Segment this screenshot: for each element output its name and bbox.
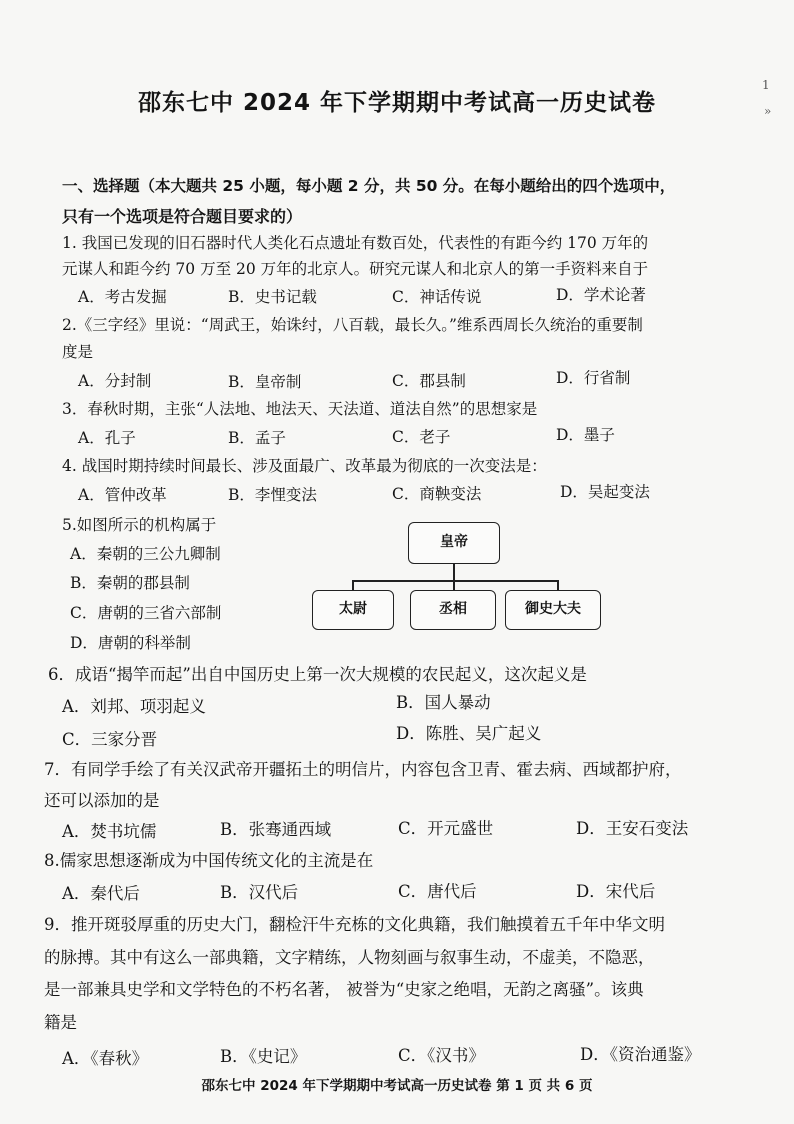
q1-option-b: B．史书记载 — [228, 288, 317, 306]
q2-option-b: B．皇帝制 — [228, 373, 302, 391]
q6-option-c: C．三家分晋 — [62, 730, 158, 749]
connector-vertical-top — [453, 564, 455, 580]
q2-option-c: C．郡县制 — [392, 372, 466, 390]
section-instruction-line-1: 一、选择题（本大题共 25 小题，每小题 2 分，共 50 分。在每小题给出的四个选项中， — [62, 177, 676, 195]
q1-line-2: 元谋人和距今约 70 万至 20 万年的北京人。研究元谋人和北京人的第一手资料来自于 — [62, 260, 649, 278]
q9-line-2: 的脉搏。其中有这么一部典籍，文字精练，人物刻画与叙事生动，不虚美，不隐恶， — [44, 948, 655, 967]
q8-option-d: D．宋代后 — [576, 882, 656, 901]
org-box-chengxiang: 丞相 — [410, 590, 496, 630]
q1-option-d: D．学术论著 — [556, 286, 646, 304]
q9-line-1: 9．推开斑驳厚重的历史大门，翻检汗牛充栋的文化典籍，我们触摸着五千年中华文明 — [44, 915, 665, 934]
org-box-taiwei: 太尉 — [312, 590, 394, 630]
q6-option-b: B．国人暴动 — [396, 693, 491, 712]
q9-option-b: B．《史记》 — [220, 1047, 307, 1066]
q9-option-a: A．《春秋》 — [62, 1049, 149, 1068]
q8-option-b: B．汉代后 — [220, 883, 299, 902]
q8-option-a: A．秦代后 — [62, 884, 140, 903]
q1-option-c: C．神话传说 — [392, 288, 482, 306]
q4-option-a: A．管仲改革 — [78, 486, 167, 504]
exam-title: 邵东七中 2024 年下学期期中考试高一历史试卷 — [137, 90, 657, 116]
q4-line-1: 4. 战国时期持续时间最长、涉及面最广、改革最为彻底的一次变法是： — [62, 457, 547, 475]
q6-line-1: 6．成语“揭竿而起”出自中国历史上第一次大规模的农民起义，这次起义是 — [48, 665, 587, 684]
q7-option-b: B．张骞通西域 — [220, 820, 332, 839]
q5-option-d: D．唐朝的科举制 — [70, 634, 191, 652]
q5-option-a: A．秦朝的三公九卿制 — [70, 545, 221, 563]
org-box-yushidafu: 御史大夫 — [505, 590, 601, 630]
connector-middle — [453, 580, 455, 590]
q6-option-d: D．陈胜、吴广起义 — [396, 724, 542, 743]
q5-line-1: 5.如图所示的机构属于 — [62, 516, 217, 534]
margin-mark-1: 1 — [762, 78, 770, 92]
q7-option-a: A．焚书坑儒 — [62, 822, 157, 841]
q2-option-a: A．分封制 — [78, 372, 152, 390]
q3-option-c: C．老子 — [392, 428, 451, 446]
q2-line-1: 2.《三字经》里说：“周武王，始诛纣，八百载，最长久。”维系西周长久统治的重要制 — [62, 316, 643, 334]
q7-option-c: C．开元盛世 — [398, 819, 494, 838]
q3-option-b: B．孟子 — [228, 429, 286, 447]
q3-line-1: 3．春秋时期，主张“人法地、地法天、天法道、道法自然”的思想家是 — [62, 400, 538, 418]
q5-option-c: C．唐朝的三省六部制 — [70, 604, 222, 622]
q2-option-d: D．行省制 — [556, 369, 631, 387]
connector-horizontal — [352, 580, 557, 582]
q9-option-d: D．《资治通鉴》 — [580, 1045, 701, 1064]
q1-option-a: A．考古发掘 — [78, 288, 167, 306]
q7-line-2: 还可以添加的是 — [44, 791, 160, 810]
q5-option-b: B．秦朝的郡县制 — [70, 574, 190, 592]
q3-option-a: A．孔子 — [78, 429, 136, 447]
margin-mark-2: » — [764, 104, 772, 118]
q9-line-4: 籍是 — [44, 1013, 77, 1032]
q2-line-2: 度是 — [62, 343, 94, 361]
q4-option-c: C．商鞅变法 — [392, 485, 482, 503]
q7-line-1: 7．有同学手绘了有关汉武帝开疆拓土的明信片，内容包含卫青、霍去病、西域都护府， — [44, 760, 682, 779]
section-instruction-line-2: 只有一个选项是符合题目要求的） — [62, 207, 303, 226]
connector-left — [352, 580, 354, 590]
q7-option-d: D．王安石变法 — [576, 819, 689, 838]
q1-line-1: 1. 我国已发现的旧石器时代人类化石点遗址有数百处，代表性的有距今约 170 万年的 — [62, 234, 649, 252]
q4-option-b: B．李悝变法 — [228, 486, 317, 504]
q9-line-3: 是一部兼具史学和文学特色的不朽名著， 被誉为“史家之绝唱，无韵之离骚”。该典 — [44, 980, 644, 999]
q9-option-c: C．《汉书》 — [398, 1046, 485, 1065]
q4-option-d: D．吴起变法 — [560, 483, 650, 501]
connector-right — [557, 580, 559, 590]
q8-option-c: C．唐代后 — [398, 882, 477, 901]
org-chart-diagram — [312, 520, 602, 632]
org-box-emperor: 皇帝 — [408, 522, 500, 564]
q3-option-d: D．墨子 — [556, 426, 615, 444]
q8-line-1: 8.儒家思想逐渐成为中国传统文化的主流是在 — [44, 851, 374, 870]
q6-option-a: A．刘邦、项羽起义 — [62, 697, 206, 716]
page-footer: 邵东七中 2024 年下学期期中考试高一历史试卷 第 1 页 共 6 页 — [201, 1078, 593, 1094]
